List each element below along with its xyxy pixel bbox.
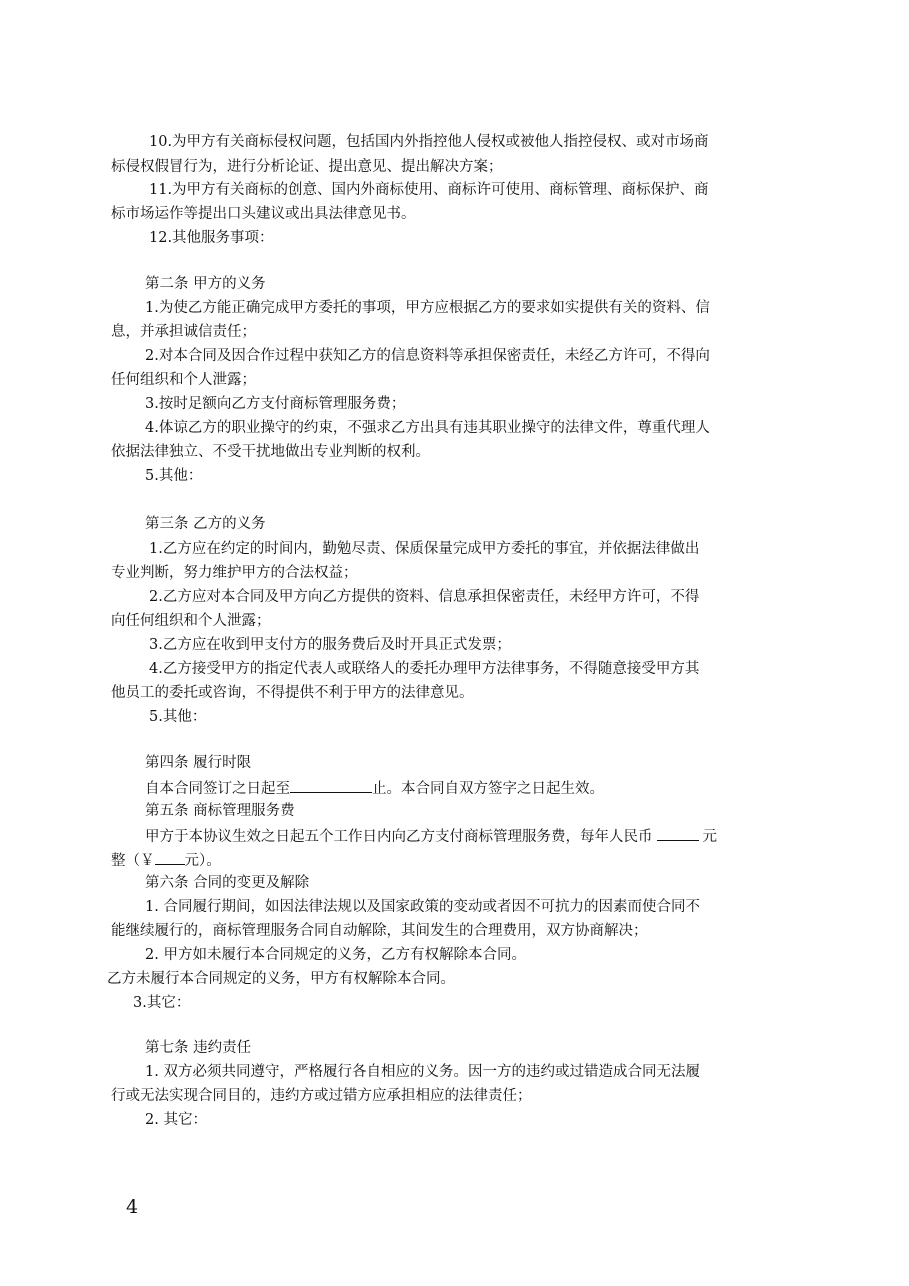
term-start-text: 自本合同签订之日起至 — [145, 781, 290, 797]
clause-1-item-10-line-2: 标侵权假冒行为，进行分析论证、提出意见、提出解决方案； — [111, 159, 503, 175]
clause-3-item-4-line-2: 他员工的委托或咨询，不得提供不利于甲方的法律意见。 — [111, 685, 474, 701]
clause-3-item-5: 5.其他： — [149, 709, 207, 725]
clause-3-item-1-line-1: 1.乙方应在约定的时间内，勤勉尽责、保质保量完成甲方委托的事宜，并依据法律做出 — [149, 541, 700, 557]
clause-5-fee-line-2 — [111, 850, 221, 870]
clause-1-item-11-line-2: 标市场运作等提出口头建议或出具法律意见书。 — [111, 206, 416, 222]
clause-6-item-1-line-2: 能继续履行的，商标管理服务合同自动解除，其间发生的合理费用，双方协商解决； — [111, 923, 648, 939]
clause-5-fee-line-1 — [145, 826, 717, 846]
term-end-date-blank[interactable] — [290, 778, 372, 793]
clause-2-item-1-line-2: 息，并承担诚信责任； — [111, 324, 256, 340]
clause-2-item-3: 3.按时足额向乙方支付商标管理服务费； — [145, 396, 406, 412]
clause-1-item-11-line-1: 11.为甲方有关商标的创意、国内外商标使用、商标许可使用、商标管理、商标保护、商 — [149, 182, 709, 198]
term-effective-text: 止。本合同自双方签字之日起生效。 — [372, 781, 604, 797]
clause-7-item-1-line-1: 1. 双方必须共同遵守，严格履行各自相应的义务。因一方的违约或过错造成合同无法履 — [145, 1064, 700, 1080]
clause-1-item-10-line-1: 10.为甲方有关商标侵权问题，包括国内外指控他人侵权或被他人指控侵权、或对市场商 — [149, 134, 709, 150]
clause-2-item-1-line-1: 1.为使乙方能正确完成甲方委托的事项，甲方应根据乙方的要求如实提供有关的资料、信 — [145, 300, 710, 316]
clause-3-item-2-line-1: 2.乙方应对本合同及甲方向乙方提供的资料、信息承担保密责任，未经甲方许可，不得 — [149, 589, 700, 605]
clause-7-heading: 第七条 违约责任 — [145, 1040, 252, 1056]
clause-7-item-1-line-2: 行或无法实现合同目的，违约方或过错方应承担相应的法律责任； — [111, 1088, 532, 1104]
clause-1-item-12: 12.其他服务事项： — [149, 230, 274, 246]
fee-amount-suffix: 元）。 — [184, 853, 221, 869]
annual-fee-words-blank[interactable] — [657, 826, 699, 841]
clause-3-heading: 第三条 乙方的义务 — [145, 516, 266, 532]
clause-3-item-3: 3.乙方应在收到甲支付方的服务费后及时开具正式发票； — [149, 637, 511, 653]
clause-3-item-1-line-2: 专业判断，努力维护甲方的合法权益； — [111, 565, 358, 581]
clause-3-item-2-line-2: 向任何组织和个人泄露； — [111, 613, 271, 629]
clause-6-item-3: 3.其它： — [133, 995, 191, 1011]
clause-5-heading: 第五条 商标管理服务费 — [145, 803, 295, 819]
clause-2-item-4-line-1: 4.体谅乙方的职业操守的约束，不强求乙方出具有违其职业操守的法律文件，尊重代理人 — [145, 420, 710, 436]
page-number: 4 — [126, 1196, 139, 1218]
fee-amount-prefix: 整（￥ — [111, 853, 155, 869]
clause-2-item-2-line-2: 任何组织和个人泄露； — [111, 372, 256, 388]
annual-fee-amount-blank[interactable] — [155, 850, 185, 865]
clause-6-item-1-line-1: 1. 合同履行期间，如因法律法规以及国家政策的变动或者因不可抗力的因素而使合同不 — [145, 899, 700, 915]
clause-4-term-line — [145, 778, 604, 798]
clause-6-item-2-continuation: 乙方未履行本合同规定的义务，甲方有权解除本合同。 — [107, 971, 455, 987]
clause-2-item-5: 5.其他： — [145, 468, 203, 484]
clause-6-item-2: 2. 甲方如未履行本合同规定的义务，乙方有权解除本合同。 — [145, 947, 526, 963]
fee-text: 甲方于本协议生效之日起五个工作日内向乙方支付商标管理服务费，每年人民币 — [145, 829, 653, 845]
clause-2-item-4-line-2: 依据法律独立、不受干扰地做出专业判断的权利。 — [111, 444, 430, 460]
clause-3-item-4-line-1: 4.乙方接受甲方的指定代表人或联络人的委托办理甲方法律事务，不得随意接受甲方其 — [149, 661, 700, 677]
clause-2-heading: 第二条 甲方的义务 — [145, 276, 266, 292]
fee-unit-yuan: 元 — [702, 829, 717, 845]
clause-7-item-2: 2. 其它： — [145, 1112, 207, 1128]
clause-4-heading: 第四条 履行时限 — [145, 755, 252, 771]
clause-6-heading: 第六条 合同的变更及解除 — [145, 875, 310, 891]
clause-2-item-2-line-1: 2.对本合同及因合作过程中获知乙方的信息资料等承担保密责任，未经乙方许可，不得向 — [145, 348, 710, 364]
